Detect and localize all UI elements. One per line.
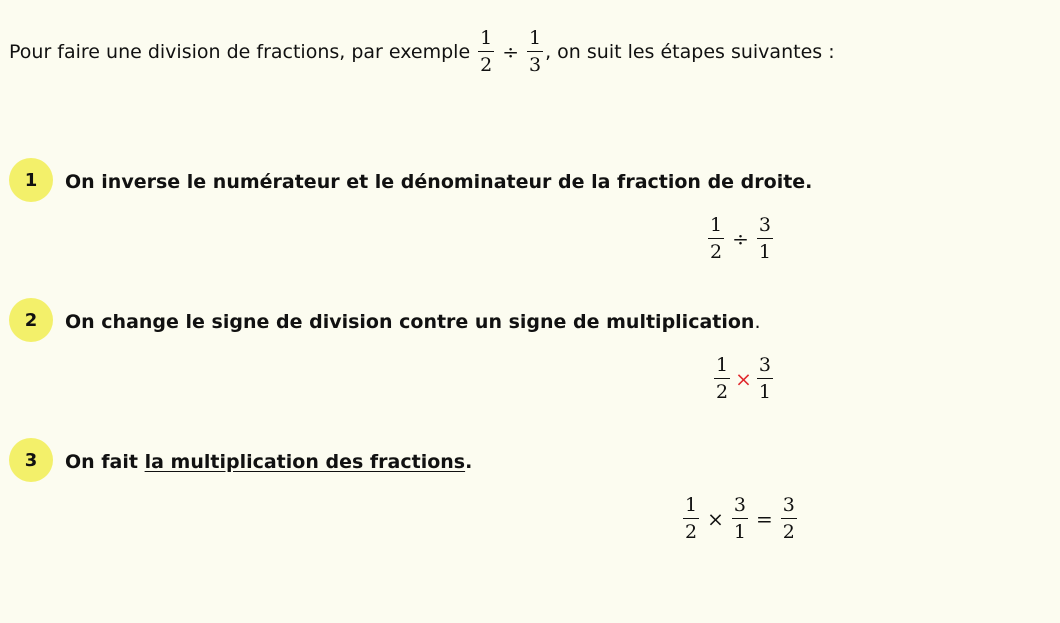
fraction-denominator: 2 — [716, 381, 729, 403]
intro-line — [9, 24, 835, 80]
fraction-numerator: 3 — [757, 216, 773, 239]
multiplication-sign: × — [707, 507, 724, 531]
step-2-main-text: On change le signe de division contre un signe de multiplication — [65, 311, 755, 333]
equals-sign: = — [755, 507, 773, 531]
fraction-numerator: 1 — [708, 216, 724, 239]
fraction-numerator: 3 — [781, 496, 797, 519]
fraction-denominator: 2 — [685, 521, 698, 543]
formula-fraction-right — [757, 216, 773, 262]
division-sign: ÷ — [732, 227, 749, 251]
fraction-numerator: 3 — [757, 356, 773, 379]
step-2-formula — [712, 356, 775, 402]
fraction-denominator: 1 — [758, 381, 771, 403]
step-2-badge: 2 — [9, 298, 53, 342]
step-3-period: . — [465, 451, 473, 473]
fraction-denominator: 1 — [758, 241, 771, 263]
fraction-numerator: 3 — [732, 496, 748, 519]
step-3-text — [65, 451, 472, 473]
example-fraction-right — [527, 29, 543, 75]
step-2-text — [65, 311, 761, 333]
step-3-formula — [681, 496, 799, 542]
multiplication-fractions-link[interactable]: la multiplication des fractions — [144, 451, 466, 473]
intro-text-before: Pour faire une division de fractions, par exemple — [9, 41, 471, 63]
formula-fraction-result — [781, 496, 797, 542]
step-1-badge: 1 — [9, 158, 53, 202]
division-sign: ÷ — [502, 40, 519, 64]
fraction-numerator: 1 — [714, 356, 730, 379]
formula-fraction-right — [757, 356, 773, 402]
formula-fraction-left — [683, 496, 699, 542]
formula-fraction-middle — [732, 496, 748, 542]
multiplication-sign-highlight: × — [735, 367, 752, 391]
fraction-denominator: 2 — [480, 54, 493, 76]
formula-fraction-left — [708, 216, 724, 262]
fraction-numerator: 1 — [478, 29, 494, 52]
step-1-formula — [706, 216, 775, 262]
step-3-badge: 3 — [9, 438, 53, 482]
example-fraction-left — [478, 29, 494, 75]
fraction-denominator: 2 — [710, 241, 723, 263]
step-2-period: . — [754, 311, 761, 333]
step-1-text: On inverse le numérateur et le dénominateur de la fraction de droite. — [65, 171, 813, 193]
intro-text-after: , on suit les étapes suivantes : — [545, 41, 835, 63]
formula-fraction-left — [714, 356, 730, 402]
fraction-denominator: 2 — [782, 521, 795, 543]
fraction-denominator: 3 — [529, 54, 542, 76]
fraction-numerator: 1 — [683, 496, 699, 519]
fraction-denominator: 1 — [733, 521, 746, 543]
fraction-numerator: 1 — [527, 29, 543, 52]
step-3-prefix: On fait — [65, 451, 145, 473]
